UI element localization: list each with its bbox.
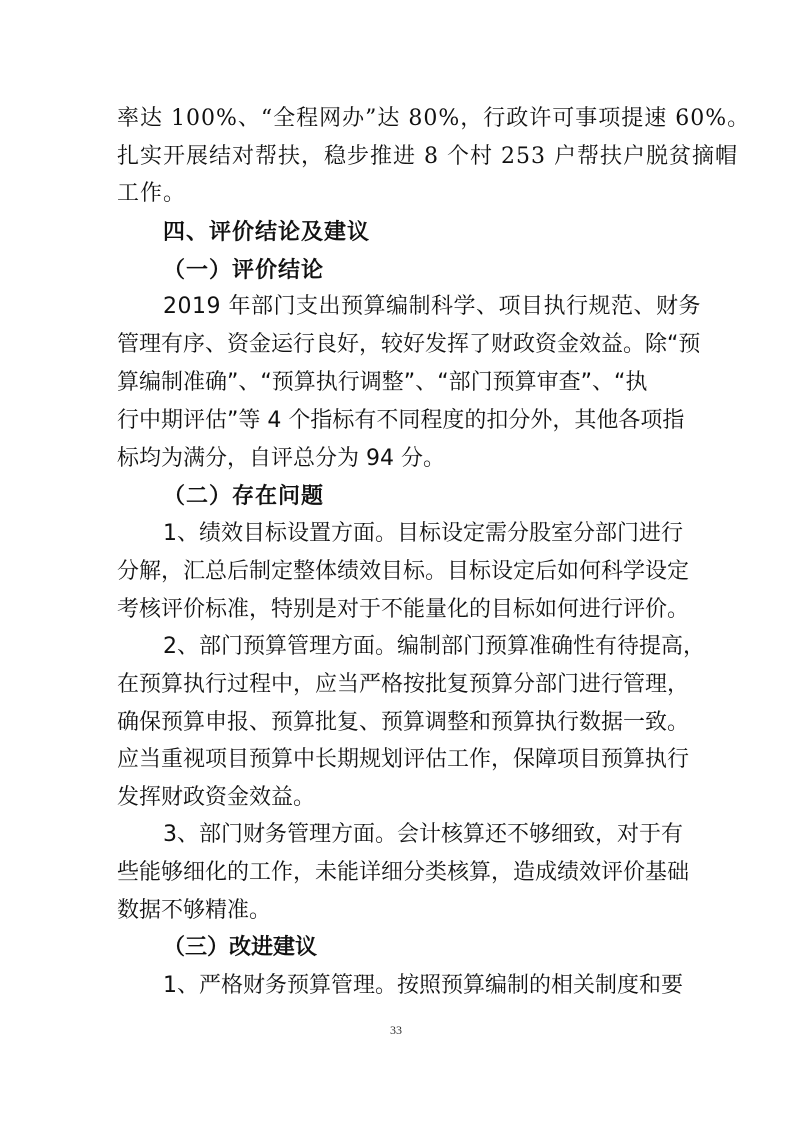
section-heading: 四、评价结论及建议	[163, 219, 371, 245]
text-line: 扎实开展结对帮扶，稳步推进 8 个村 253 户帮扶户脱贫摘帽	[117, 144, 738, 169]
text-line: 率达 100%、“全程网办”达 80%，行政许可事项提速 60%。	[117, 106, 751, 131]
text-line: 管理有序、资金运行良好，较好发挥了财政资金效益。除“预	[117, 332, 701, 357]
text-line: 数据不够精准。	[117, 898, 272, 923]
subsection-heading: （一）评价结论	[163, 257, 325, 283]
text-line: 发挥财政资金效益。	[117, 785, 316, 810]
text-line: 算编制准确”、“预算执行调整”、“部门预算审查”、“执	[117, 370, 648, 395]
subsection-heading: （二）存在问题	[163, 483, 325, 509]
text-line: 3、部门财务管理方面。会计核算还不够细致，对于有	[163, 822, 683, 847]
text-line: 1、绩效目标设置方面。目标设定需分股室分部门进行	[163, 521, 683, 546]
text-line: 行中期评估”等 4 个指标有不同程度的扣分外，其他各项指	[117, 408, 685, 433]
text-line: 标均为满分，自评总分为 94 分。	[117, 446, 445, 471]
text-line: 应当重视项目预算中长期规划评估工作，保障项目预算执行	[117, 747, 690, 772]
text-line: 2、部门预算管理方面。编制部门预算准确性有待提高，	[163, 634, 705, 659]
text-line: 在预算执行过程中，应当严格按批复预算分部门进行管理，	[117, 672, 690, 697]
text-line: 些能够细化的工作，未能详细分类核算，造成绩效评价基础	[117, 860, 690, 885]
text-line: 确保预算申报、预算批复、预算调整和预算执行数据一致。	[117, 710, 690, 735]
subsection-heading: （三）改进建议	[163, 935, 318, 960]
text-line: 分解，汇总后制定整体绩效目标。目标设定后如何科学设定	[117, 559, 690, 584]
text-line: 1、严格财务预算管理。按照预算编制的相关制度和要	[163, 973, 683, 998]
text-line: 2019 年部门支出预算编制科学、项目执行规范、财务	[163, 294, 701, 319]
text-line: 工作。	[117, 181, 187, 206]
text-line: 考核评价标准，特别是对于不能量化的目标如何进行评价。	[117, 597, 690, 622]
page-number: 33	[390, 1023, 402, 1037]
